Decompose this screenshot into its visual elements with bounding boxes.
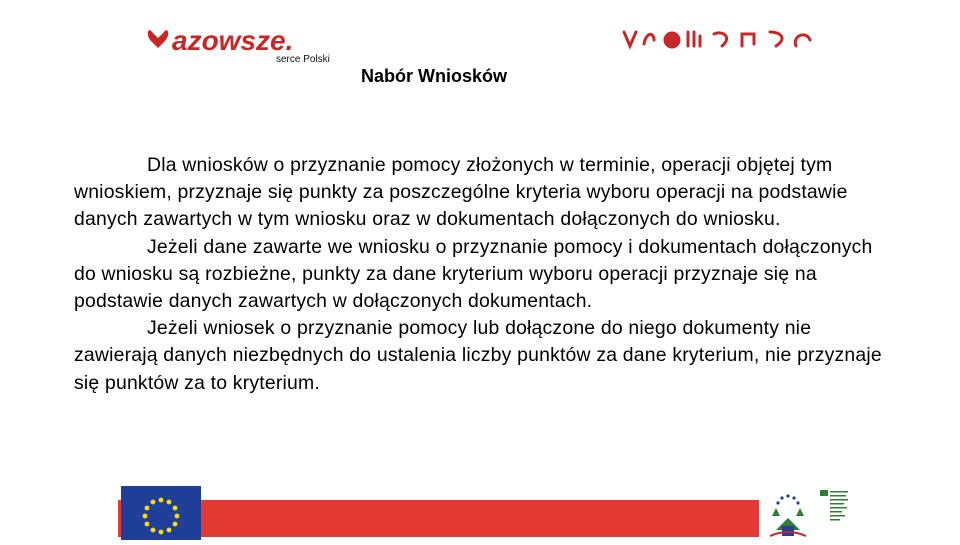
footer-band — [201, 500, 759, 537]
logo-tagline: serce Polski — [276, 54, 330, 65]
leader-logo-icon — [762, 486, 814, 540]
eu-flag-icon — [121, 486, 201, 540]
paragraph: Jeżeli dane zawarte we wniosku o przyznanie pomocy i dokumentach dołączonych do wniosku są rozbieżne, punkty za dane kryterium wyboru operacji przyznaje się na podstawie danych zawartych w dołączonych dokumentach. — [74, 235, 873, 313]
body-text — [74, 152, 890, 397]
prow-logo-icon — [818, 488, 850, 528]
slide-title: Nabór Wniosków — [361, 66, 508, 86]
folk-pattern-logo — [620, 26, 820, 54]
svg-text:azowsze.: azowsze. — [172, 25, 294, 56]
paragraph: Dla wniosków o przyznanie pomocy złożonych w terminie, operacji objętej tym wnioskiem, przyznaje się punkty za poszczególne kryteria wyboru operacji na podstawie danych zawartych w tym wniosku oraz w dokumentach dołączonych do wniosku. — [74, 154, 848, 231]
paragraph: Jeżeli wniosek o przyznanie pomocy lub dołączone do niego dokumenty nie zawierają danych niezbędnych do ustalenia liczby punktów za dane kryterium, nie przyznaje się punktów za to kryterium. — [74, 317, 882, 394]
